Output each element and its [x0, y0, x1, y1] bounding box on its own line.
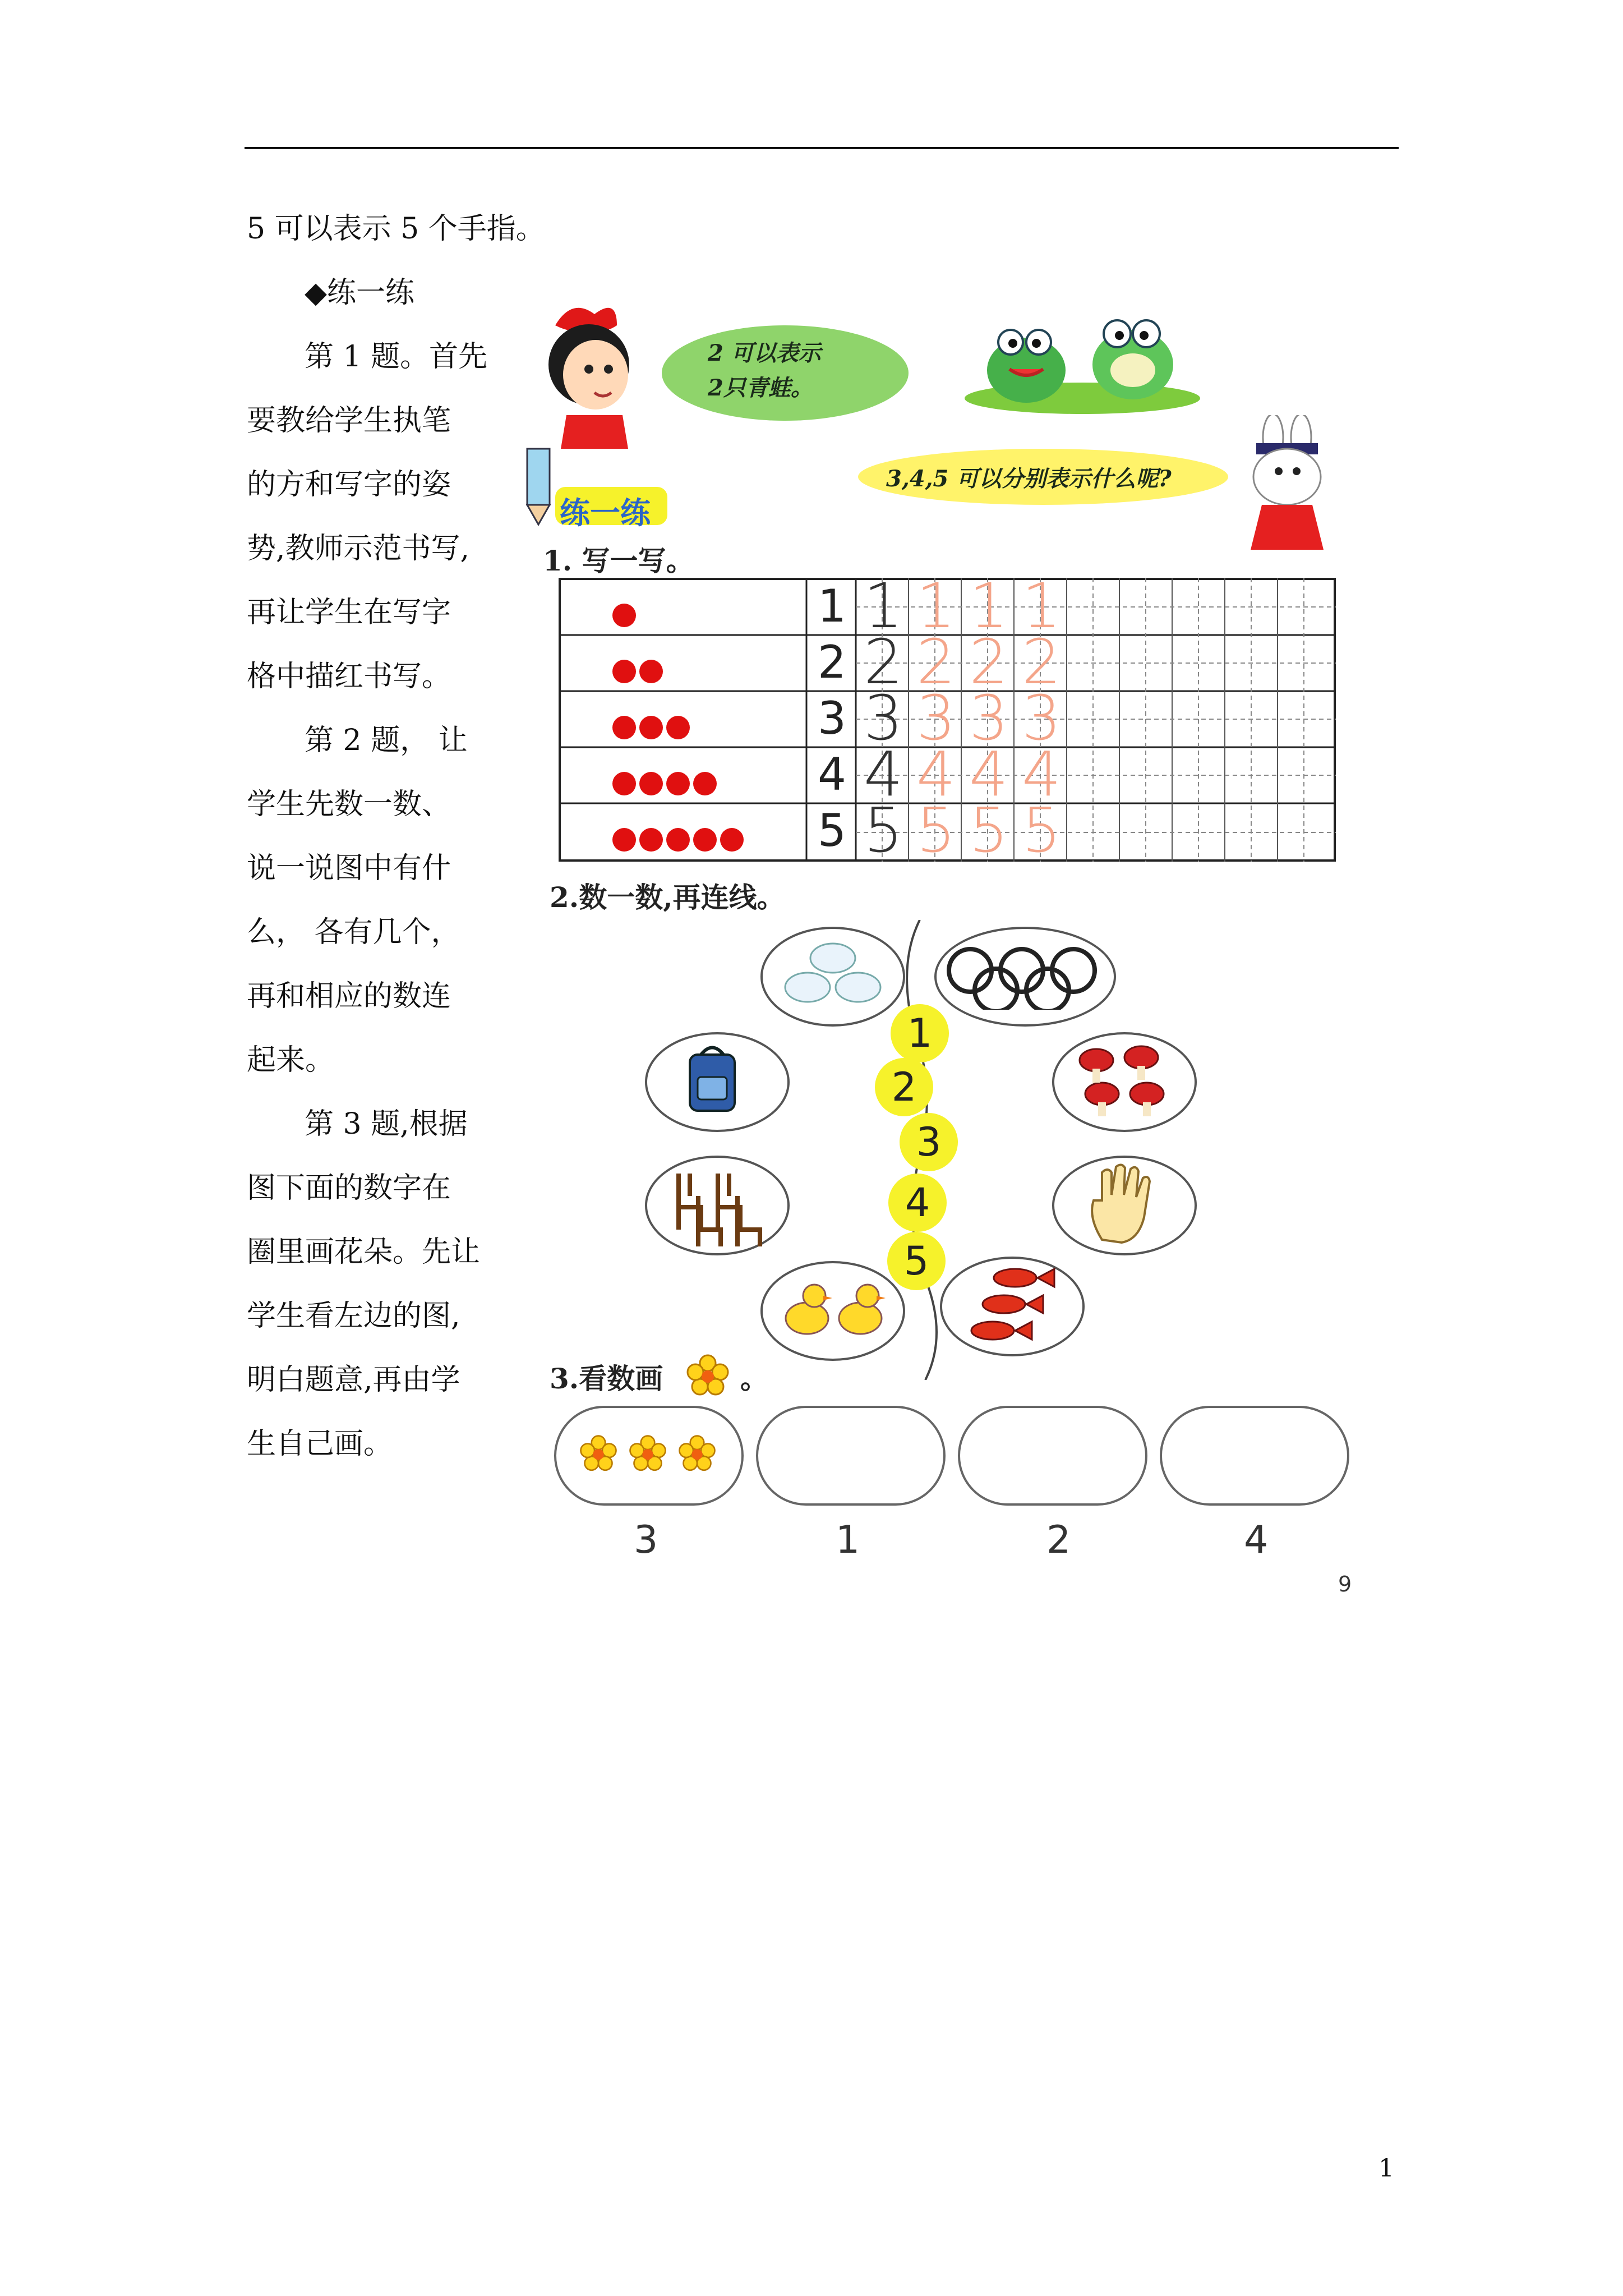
para2-line: 再和相应的数连 — [247, 979, 451, 1013]
trace-digit: 1 — [864, 570, 903, 642]
question-2: 2.数一数,再连线。 — [550, 881, 785, 914]
trace-digit: 2 — [1022, 626, 1061, 698]
draw-number: 4 — [1244, 1518, 1269, 1562]
question-3-end: 。 — [740, 1362, 768, 1395]
trace-digit: 4 — [969, 738, 1008, 810]
trace-digit: 5 — [969, 794, 1008, 866]
count-dot — [612, 828, 636, 852]
para3-line: 学生看左边的图, — [247, 1299, 460, 1333]
number-ball: 4 — [888, 1174, 947, 1232]
para1-line: 势,教师示范书写, — [247, 532, 470, 565]
ducks-icon — [776, 1273, 888, 1346]
sheep-icon — [780, 937, 886, 1010]
trace-digit: 5 — [916, 794, 956, 866]
count-dot — [720, 828, 744, 852]
pencil-icon — [516, 443, 561, 527]
grid-row-label: 5 — [818, 804, 846, 857]
count-dot — [639, 660, 663, 683]
para3-line: 第 3 题,根据 — [305, 1107, 468, 1141]
book-page-number: 9 — [1338, 1572, 1352, 1596]
trace-digit: 1 — [916, 570, 956, 642]
count-dot — [612, 772, 636, 795]
intro-line: 5 可以表示 5 个手指。 — [247, 212, 545, 246]
para2-line: 第 2 题， 让 — [305, 724, 468, 757]
trace-digit: 4 — [1022, 738, 1061, 810]
flower-icon — [579, 1434, 618, 1473]
trace-digit: 2 — [864, 626, 903, 698]
trace-digit: 3 — [1022, 682, 1061, 754]
bubble-question: 3,4,5 可以分别表示什么呢? — [886, 466, 1172, 492]
trace-digit: 5 — [864, 794, 903, 866]
trace-digit: 2 — [969, 626, 1008, 698]
page-number: 1 — [1378, 2154, 1394, 2183]
para2-line: 么， 各有几个， — [247, 915, 460, 949]
trace-digit: 1 — [1022, 570, 1061, 642]
trace-digit: 4 — [916, 738, 956, 810]
trace-digit: 3 — [969, 682, 1008, 754]
draw-capsule — [958, 1406, 1147, 1506]
mushroom-icon — [1071, 1038, 1172, 1122]
rabbit-illustration — [1234, 415, 1335, 555]
para3-line: 明白题意,再由学 — [247, 1363, 460, 1397]
question-1: 1. 写一写。 — [543, 544, 694, 577]
number-ball: 1 — [891, 1004, 949, 1062]
count-dot — [639, 828, 663, 852]
para1-line: 第 1 题。首先 — [305, 340, 488, 374]
para3-line: 图下面的数字在 — [247, 1171, 451, 1205]
count-dot — [666, 828, 690, 852]
draw-number: 2 — [1046, 1518, 1071, 1562]
para2-line: 起来。 — [247, 1043, 335, 1077]
para1-line: 格中描红书写。 — [247, 660, 451, 693]
practice-badge-text: 练一练 — [560, 495, 651, 531]
bubble-text-line2: 2只青蛙。 — [708, 375, 813, 401]
number-ball: 5 — [887, 1232, 946, 1290]
header-rule — [245, 147, 1399, 149]
para1-line: 再让学生在写字 — [247, 596, 451, 629]
trace-digit: 5 — [1022, 794, 1061, 866]
grid-row-label: 4 — [818, 748, 846, 800]
grid-row-label: 3 — [818, 692, 846, 744]
count-dot — [666, 716, 690, 739]
number-ball: 2 — [875, 1058, 933, 1116]
flower-icon — [677, 1434, 717, 1473]
section-heading: ◆练一练 — [305, 276, 414, 310]
count-dot — [666, 772, 690, 795]
para1-line: 要教给学生执笔 — [247, 404, 451, 438]
chairs-icon — [667, 1162, 768, 1246]
fish-icon — [953, 1262, 1066, 1346]
draw-number: 1 — [836, 1518, 860, 1562]
para2-line: 学生先数一数、 — [247, 788, 451, 821]
trace-digit: 3 — [916, 682, 956, 754]
trace-digit: 3 — [864, 682, 903, 754]
backpack-icon — [673, 1038, 757, 1122]
flower-icon — [685, 1353, 730, 1398]
question-3: 3.看数画 — [550, 1362, 663, 1395]
number-ball: 3 — [900, 1113, 958, 1171]
olympic-rings-icon — [942, 942, 1105, 1010]
count-dot — [693, 772, 717, 795]
hand-icon — [1082, 1161, 1166, 1245]
trace-digit: 2 — [916, 626, 956, 698]
draw-capsule — [756, 1406, 946, 1506]
trace-digit: 1 — [969, 570, 1008, 642]
grid-row-label: 1 — [818, 580, 846, 632]
bubble-text-line1: 2 可以表示 — [708, 340, 821, 366]
para3-line: 圈里画花朵。先让 — [247, 1235, 481, 1269]
count-dot — [693, 828, 717, 852]
para1-line: 的方和写字的姿 — [247, 468, 451, 501]
count-dot — [639, 716, 663, 739]
draw-capsule — [1160, 1406, 1349, 1506]
count-dot — [612, 716, 636, 739]
count-dot — [612, 660, 636, 683]
para3-line: 生自己画。 — [247, 1427, 393, 1461]
para2-line: 说一说图中有什 — [247, 852, 451, 885]
girl-illustration — [533, 303, 645, 449]
count-dot — [612, 604, 636, 627]
grid-row-label: 2 — [818, 636, 846, 688]
frogs-illustration — [965, 303, 1200, 415]
draw-number: 3 — [634, 1518, 658, 1562]
trace-digit: 4 — [864, 738, 903, 810]
flower-icon — [628, 1434, 667, 1473]
count-dot — [639, 772, 663, 795]
